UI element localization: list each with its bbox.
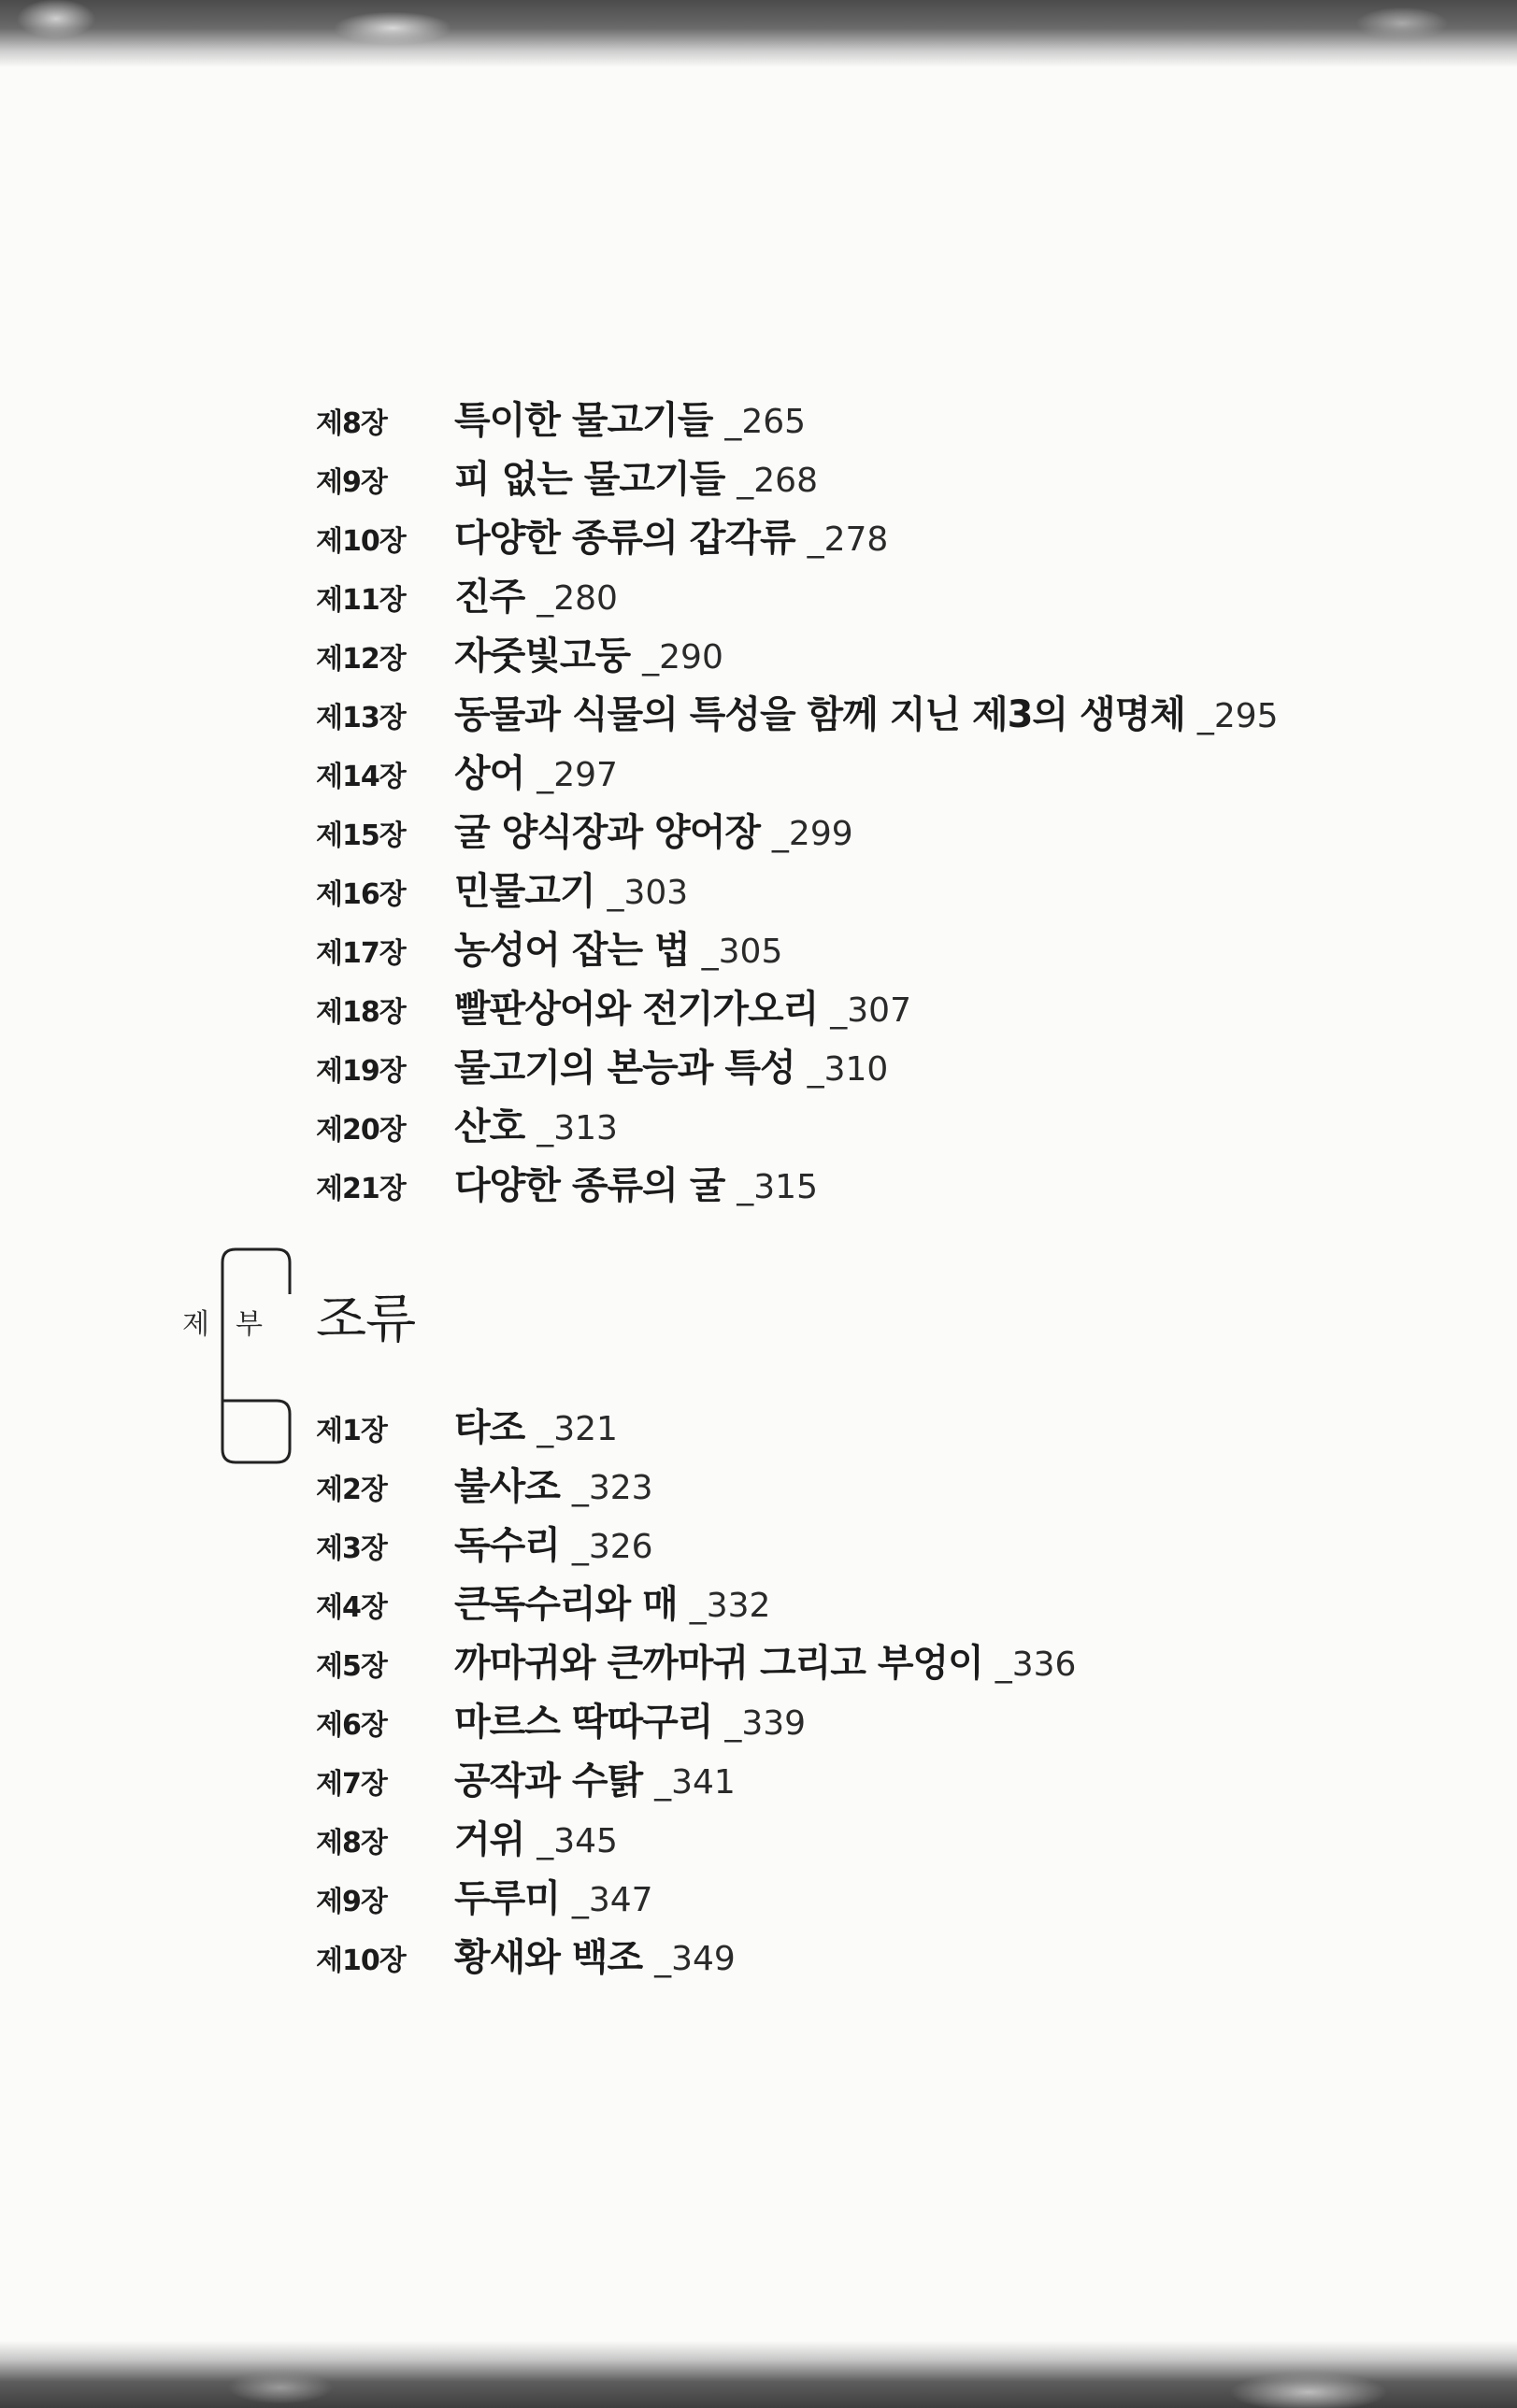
chapter-title: 다양한 종류의 갑각류 _278 xyxy=(454,517,889,560)
chapter-title: 두루미 _347 xyxy=(454,1877,653,1920)
chapter-page: _290 xyxy=(642,638,723,677)
chapter-label: 제12장 xyxy=(316,643,406,676)
chapter-title: 빨판상어와 전기가오리 _307 xyxy=(454,988,911,1031)
chapter-page: _349 xyxy=(654,1940,736,1978)
chapter-label: 제16장 xyxy=(316,878,406,911)
chapter-label: 제10장 xyxy=(316,525,406,558)
part-title: 조류 xyxy=(316,1289,416,1350)
toc-entry xyxy=(0,1630,1517,1686)
chapter-title: 산호 _313 xyxy=(454,1105,618,1148)
photo-edge-bottom xyxy=(0,2341,1517,2408)
toc-entry xyxy=(0,446,1517,502)
toc-entry xyxy=(0,1688,1517,1745)
chapter-label: 제17장 xyxy=(316,937,406,970)
chapter-title: 농성어 잡는 법 _305 xyxy=(454,929,783,972)
chapter-page: _332 xyxy=(689,1587,771,1625)
chapter-title: 독수리 _326 xyxy=(454,1524,653,1567)
chapter-title: 황새와 백조 _349 xyxy=(454,1936,736,1979)
chapter-page: _295 xyxy=(1196,697,1279,735)
chapter-label: 제9장 xyxy=(316,1886,387,1918)
chapter-page: _341 xyxy=(654,1763,736,1802)
chapter-title: 까마귀와 큰까마귀 그리고 부엉이 _336 xyxy=(454,1642,1077,1685)
toc-entry xyxy=(0,1034,1517,1090)
chapter-label: 제7장 xyxy=(316,1768,387,1801)
toc-entry xyxy=(0,1512,1517,1568)
chapter-label: 제11장 xyxy=(316,584,406,617)
chapter-title: 동물과 식물의 특성을 함께 지닌 제3의 생명체 _295 xyxy=(454,693,1279,736)
chapter-page: _313 xyxy=(537,1109,618,1147)
chapter-title: 특이한 물고기들 _265 xyxy=(454,399,807,442)
chapter-title: 굴 양식장과 양어장 _299 xyxy=(454,811,853,854)
chapter-page: _280 xyxy=(537,579,618,618)
chapter-label: 제1장 xyxy=(316,1415,387,1447)
toc-entry xyxy=(0,1924,1517,1980)
chapter-title: 물고기의 본능과 특성 _310 xyxy=(454,1047,889,1090)
toc-entry xyxy=(0,505,1517,561)
chapter-page: _315 xyxy=(737,1168,818,1206)
chapter-label: 제14장 xyxy=(316,761,406,793)
part-prefix: 제 xyxy=(182,1308,209,1341)
chapter-title: 진주 _280 xyxy=(454,576,618,619)
toc-entry xyxy=(0,1571,1517,1627)
toc-entry xyxy=(0,681,1517,737)
toc-entry xyxy=(0,917,1517,973)
chapter-title: 공작과 수탉 _341 xyxy=(454,1760,736,1802)
toc-entry xyxy=(0,976,1517,1032)
chapter-page: _345 xyxy=(537,1822,618,1860)
chapter-page: _310 xyxy=(807,1050,889,1089)
toc-entry xyxy=(0,740,1517,796)
chapter-title: 마르스 딱따구리 _339 xyxy=(454,1701,807,1744)
chapter-label: 제19장 xyxy=(316,1055,406,1088)
chapter-title: 타조 _321 xyxy=(454,1406,618,1449)
chapter-label: 제5장 xyxy=(316,1650,387,1683)
chapter-page: _326 xyxy=(571,1528,653,1566)
toc-entry xyxy=(0,387,1517,443)
chapter-page: _299 xyxy=(771,815,853,853)
toc-entry xyxy=(0,1865,1517,1921)
toc-entry xyxy=(0,1152,1517,1208)
chapter-label: 제20장 xyxy=(316,1114,406,1147)
chapter-label: 제21장 xyxy=(316,1173,406,1205)
chapter-page: _268 xyxy=(737,462,818,500)
chapter-page: _323 xyxy=(571,1469,653,1507)
chapter-title: 큰독수리와 매 _332 xyxy=(454,1583,771,1626)
chapter-label: 제13장 xyxy=(316,702,406,734)
chapter-label: 제9장 xyxy=(316,466,387,499)
chapter-title: 상어 _297 xyxy=(454,752,618,795)
chapter-page: _303 xyxy=(607,874,689,912)
chapter-title: 피 없는 물고기들 _268 xyxy=(454,458,818,501)
chapter-page: _265 xyxy=(724,403,807,441)
chapter-label: 제8장 xyxy=(316,407,387,440)
chapter-label: 제6장 xyxy=(316,1709,387,1742)
chapter-label: 제2장 xyxy=(316,1474,387,1506)
toc-entry xyxy=(0,799,1517,855)
chapter-page: _278 xyxy=(807,520,889,559)
toc-entry xyxy=(0,622,1517,678)
chapter-page: _307 xyxy=(830,991,911,1030)
chapter-label: 제10장 xyxy=(316,1945,406,1977)
chapter-label: 제18장 xyxy=(316,996,406,1029)
chapter-page: _297 xyxy=(537,756,618,794)
toc-entry xyxy=(0,1747,1517,1803)
chapter-page: _347 xyxy=(571,1881,653,1919)
chapter-title: 민물고기 _303 xyxy=(454,870,689,913)
chapter-page: _339 xyxy=(724,1704,807,1743)
chapter-label: 제4장 xyxy=(316,1591,387,1624)
chapter-page: _321 xyxy=(537,1410,618,1448)
toc-entry xyxy=(0,858,1517,914)
chapter-label: 제8장 xyxy=(316,1827,387,1859)
toc-entry xyxy=(0,1093,1517,1149)
toc-entry xyxy=(0,1453,1517,1509)
part-suffix: 부 xyxy=(236,1308,263,1341)
chapter-title: 거위 _345 xyxy=(454,1818,618,1861)
chapter-title: 불사조 _323 xyxy=(454,1465,653,1508)
toc-entry xyxy=(0,1806,1517,1862)
chapter-title: 자줏빛고둥 _290 xyxy=(454,634,723,677)
photo-edge-top xyxy=(0,0,1517,67)
chapter-label: 제3장 xyxy=(316,1532,387,1565)
chapter-page: _305 xyxy=(701,933,783,971)
chapter-page: _336 xyxy=(995,1646,1077,1684)
toc-entry xyxy=(0,1394,1517,1450)
chapter-label: 제15장 xyxy=(316,819,406,852)
chapter-title: 다양한 종류의 굴 _315 xyxy=(454,1164,818,1207)
toc-entry xyxy=(0,563,1517,620)
